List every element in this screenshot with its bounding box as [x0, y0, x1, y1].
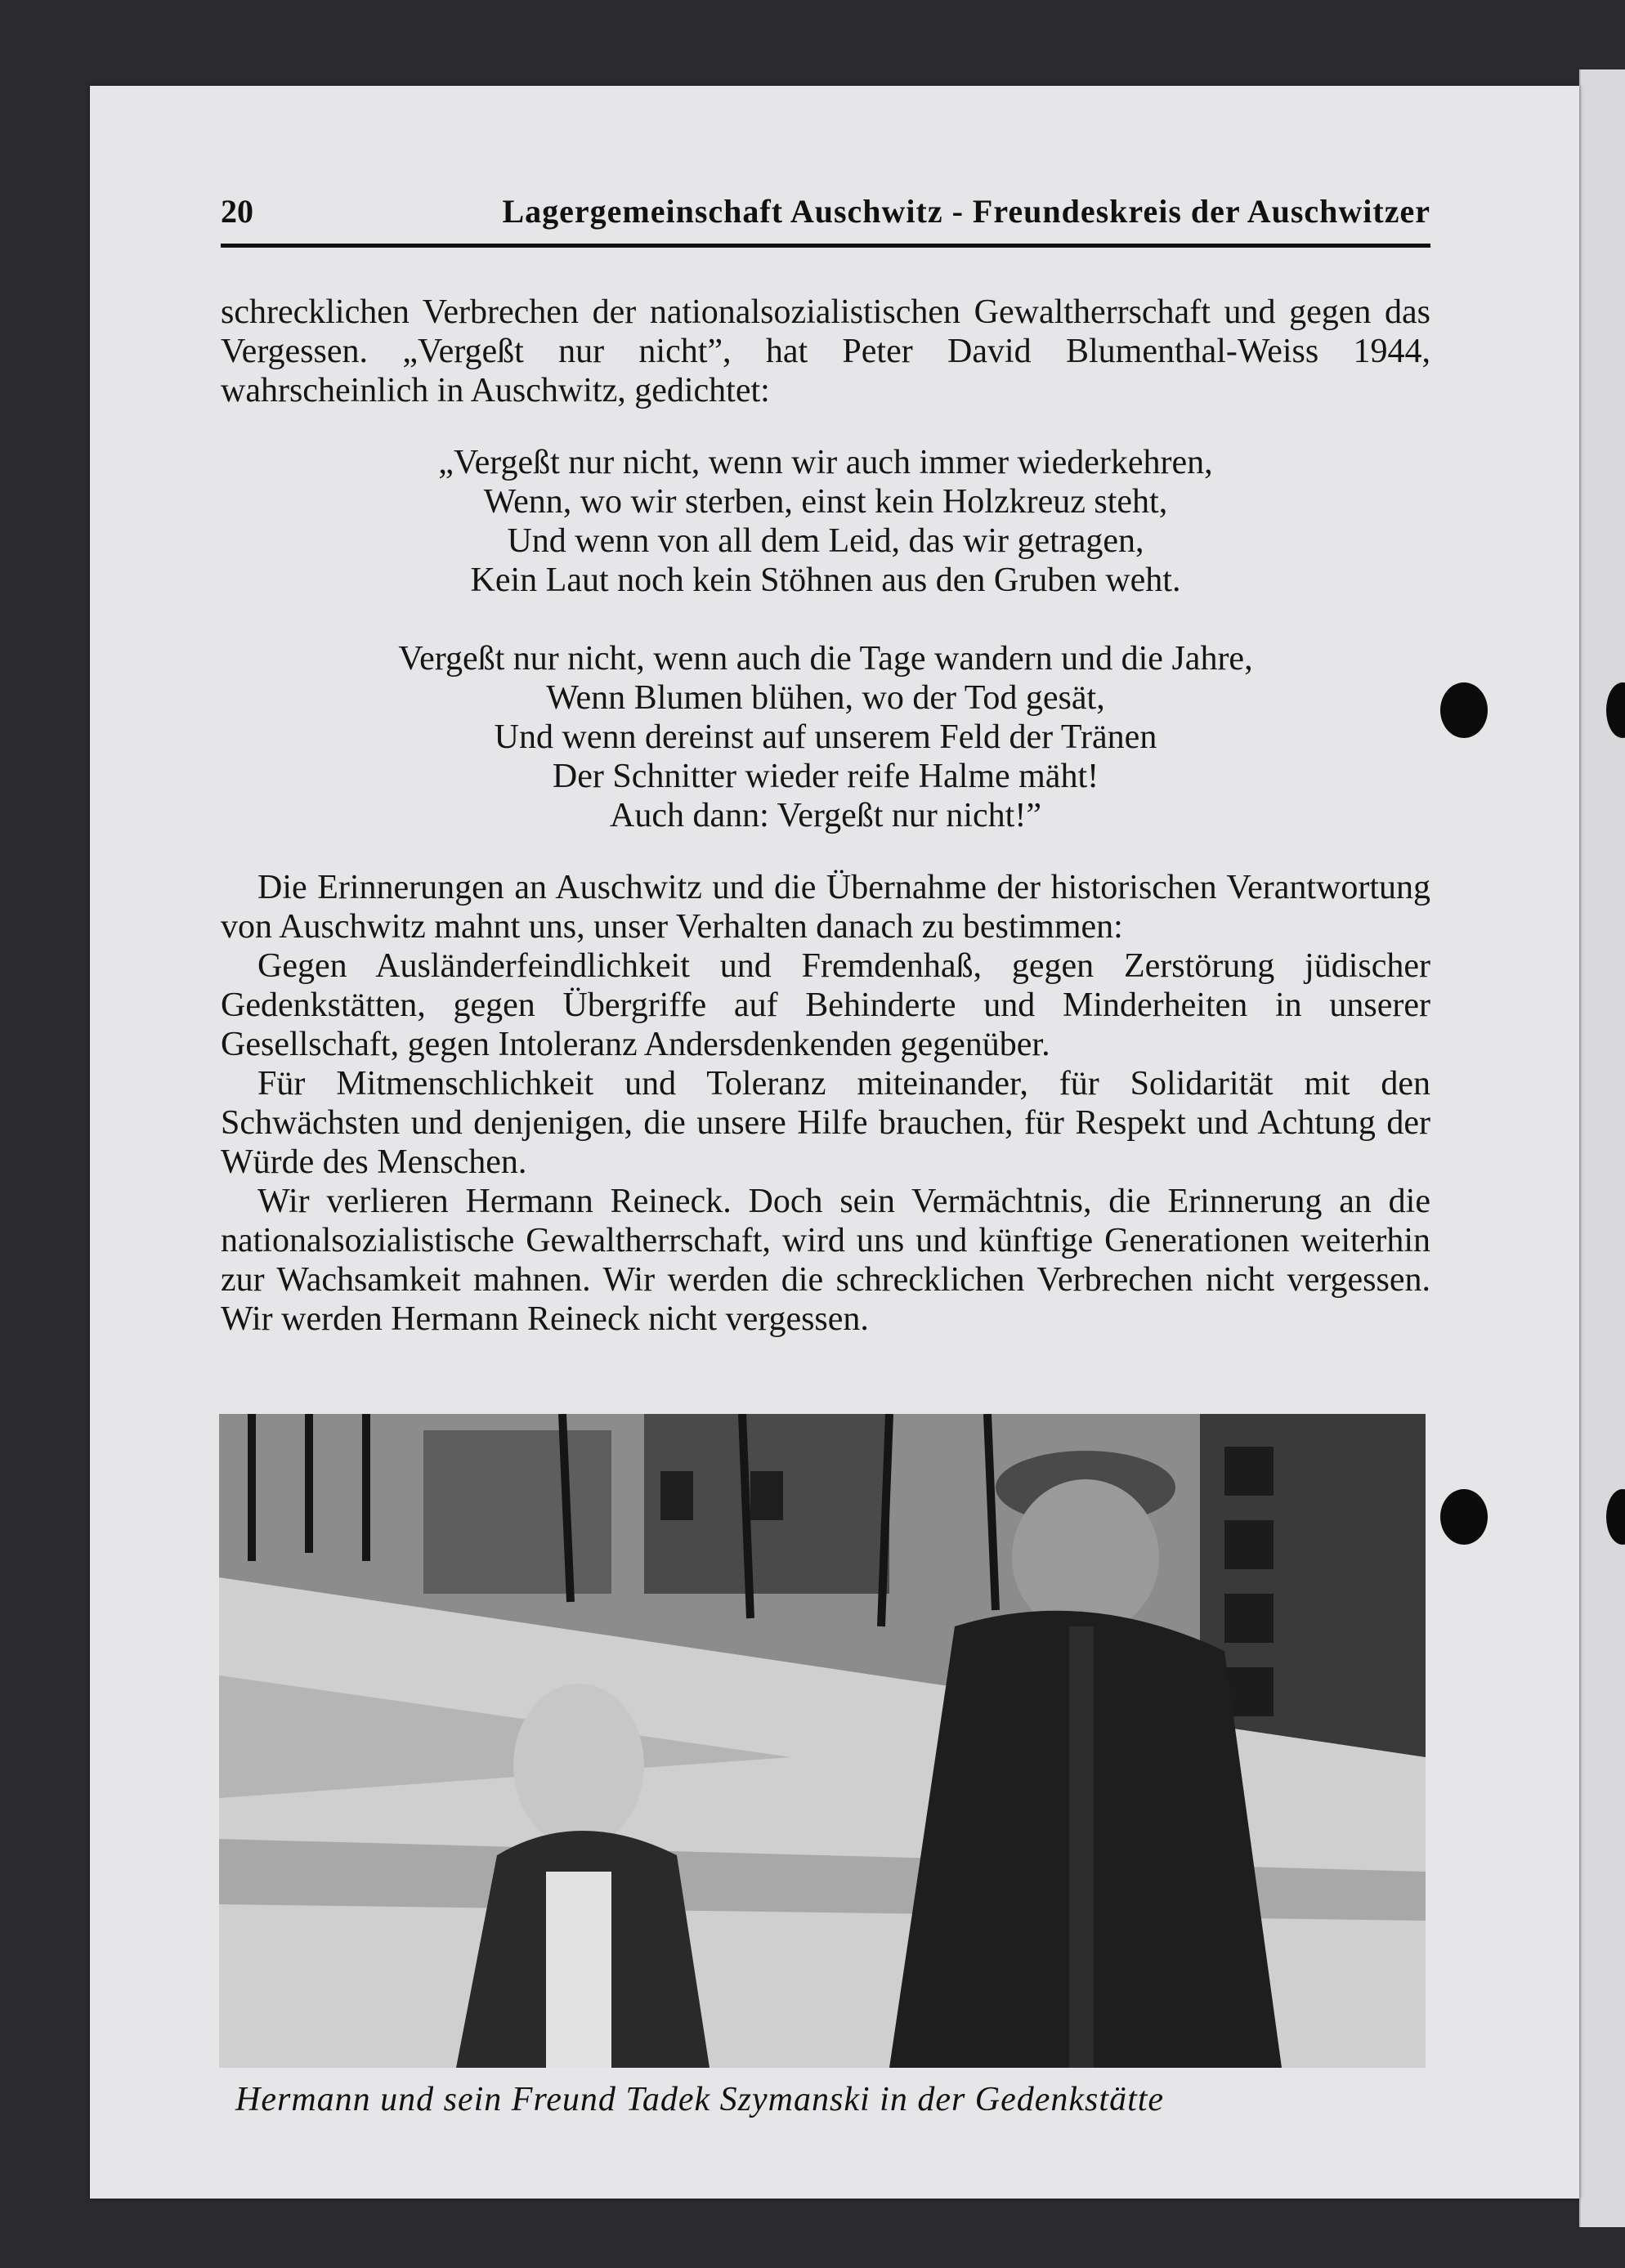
intro-paragraph: schrecklichen Verbrechen der nationalsozialistischen Gewaltherrschaft und gegen das Vergessen. „Vergeßt nur nicht”, hat Peter David Blumenthal-Weiss 1944, wahrscheinlich in Auschwitz, gedichtet:	[221, 293, 1430, 409]
poem-line: Und wenn dereinst auf unserem Feld der Tränen	[494, 718, 1157, 756]
poem-line: Wenn, wo wir sterben, einst kein Holzkreuz steht,	[483, 483, 1168, 521]
poem-line: Auch dann: Vergeßt nur nicht!”	[610, 797, 1041, 834]
poem-line: Kein Laut noch kein Stöhnen aus den Gruben weht.	[470, 561, 1181, 599]
punch-hole-lower	[1440, 1489, 1488, 1545]
poem-line: Wenn Blumen blühen, wo der Tod gesät,	[546, 679, 1105, 717]
poem-line: Vergeßt nur nicht, wenn auch die Tage wandern und die Jahre,	[398, 640, 1253, 678]
memorial-photo	[219, 1414, 1426, 2068]
running-header	[221, 102, 1430, 248]
header-title: Lagergemeinschaft Auschwitz - Freundeskreis der Auschwitzer	[502, 193, 1430, 230]
paragraph-legacy: Wir verlieren Hermann Reineck. Doch sein Vermächtnis, die Erinnerung an die nationalsozialistische Gewaltherrschaft, wird uns und künftige Generationen weiterhin zur Wachsamkeit mahnen. Wir werden die schrecklichen Verbrechen nicht vergessen. Wir werden Hermann Reineck nicht vergessen.	[221, 1183, 1430, 1338]
poem-line: Der Schnitter wieder reife Halme mäht!	[552, 758, 1099, 795]
paragraph-responsibility: Die Erinnerungen an Auschwitz und die Übernahme der historischen Verantwortung von Auschwitz mahnt uns, unser Verhalten danach zu bestimmen:	[221, 869, 1430, 946]
poem	[221, 443, 1430, 835]
paragraph-against: Gegen Ausländerfeindlichkeit und Fremdenhaß, gegen Zerstörung jüdischer Gedenkstätten, gegen Übergriffe auf Behinderte und Minderheiten in unserer Gesellschaft, gegen Intoleranz Andersdenkenden gegenüber.	[221, 947, 1430, 1063]
poem-line: „Vergeßt nur nicht, wenn wir auch immer wiederkehren,	[438, 444, 1213, 481]
next-page-edge	[1579, 69, 1625, 2227]
photo-caption: Hermann und sein Freund Tadek Szymanski in der Gedenkstätte	[235, 2081, 1165, 2118]
poem-line: Und wenn von all dem Leid, das wir getragen,	[507, 522, 1144, 560]
paragraph-for: Für Mitmenschlichkeit und Toleranz miteinander, für Solidarität mit den Schwächsten und denjenigen, die unsere Hilfe brauchen, für Respekt und Achtung der Würde des Menschen.	[221, 1065, 1430, 1181]
article-body	[221, 293, 1430, 1339]
page-number: 20	[221, 193, 253, 230]
photo-illustration	[219, 1414, 1426, 2068]
poem-stanza-2	[221, 639, 1430, 835]
punch-hole-upper	[1440, 682, 1488, 738]
poem-stanza-1	[221, 443, 1430, 600]
